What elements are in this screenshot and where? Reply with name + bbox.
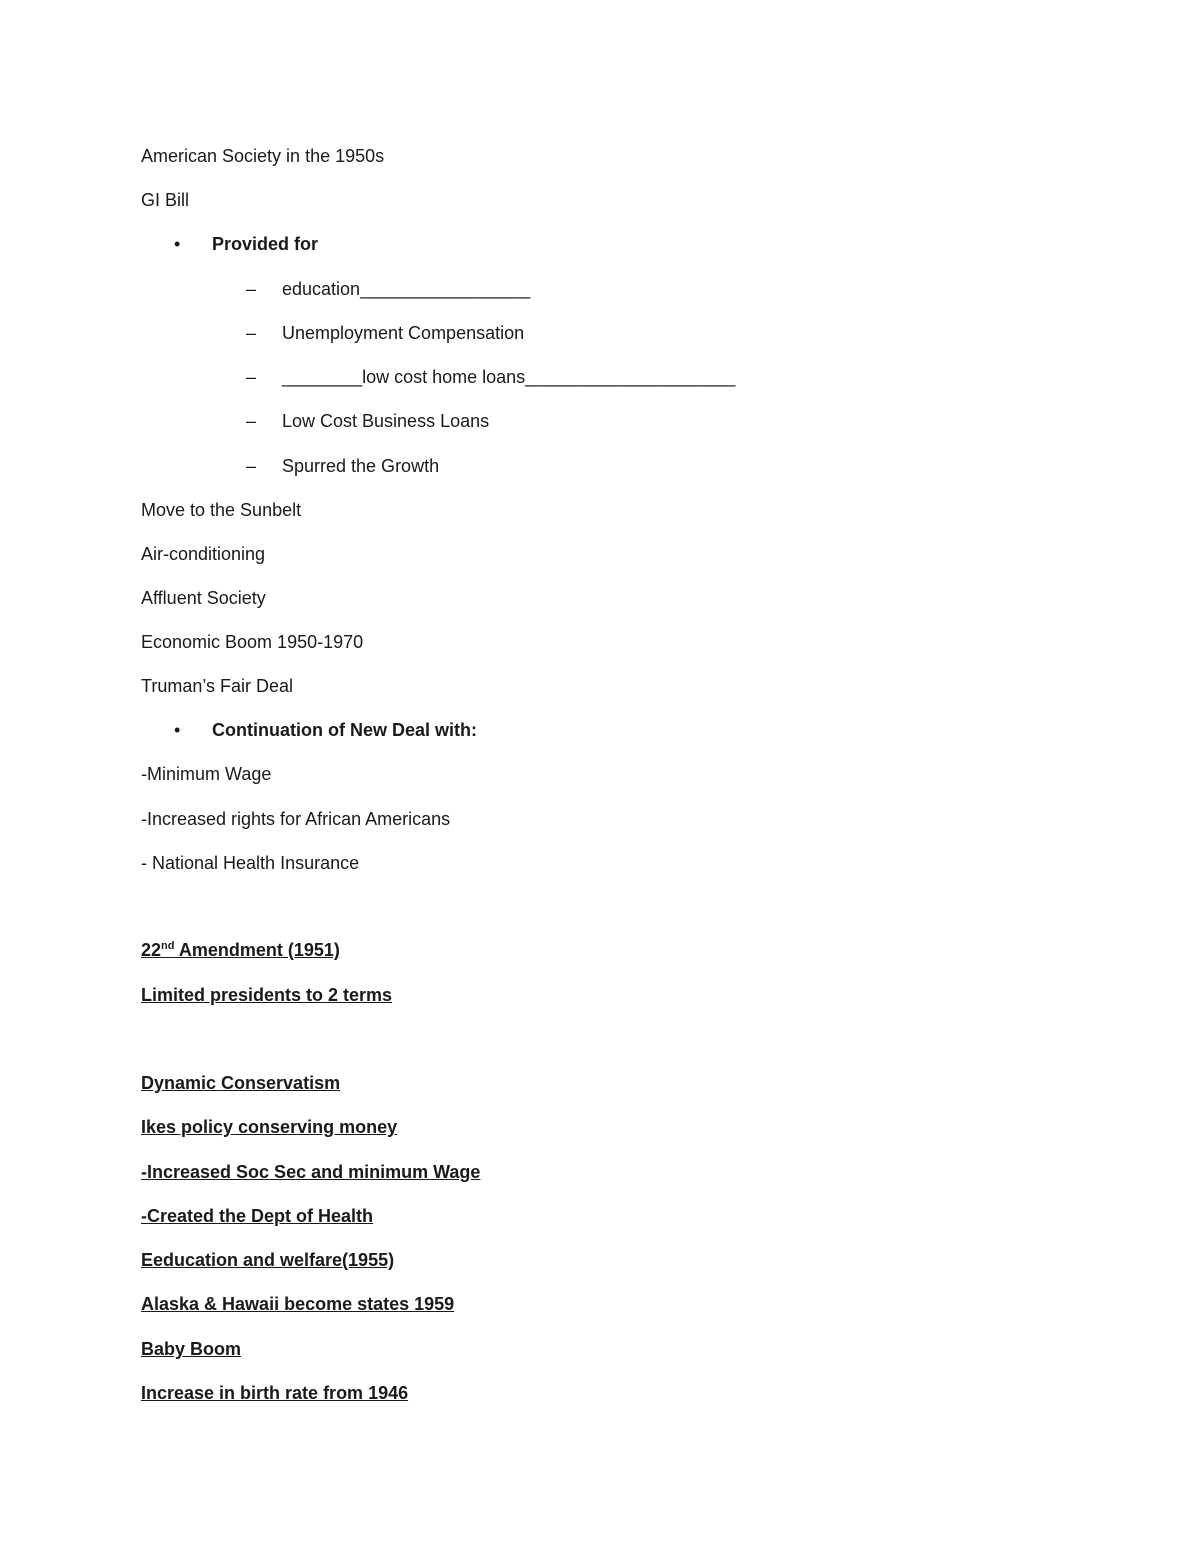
amendment-number: 22 [141,940,162,960]
birth-rate-line: Increase in birth rate from 1946 [141,1383,409,1403]
fair-deal-heading: Truman’s Fair Deal [141,676,294,696]
baby-boom-heading: Baby Boom [141,1339,242,1359]
dash-glyph: – [246,411,257,431]
gi-item-home-loans: ________low cost home loans_____________________ [282,367,736,387]
soc-sec-line: -Increased Soc Sec and minimum Wage [141,1162,481,1182]
dash-glyph: – [246,367,257,387]
gi-item-business-loans: Low Cost Business Loans [282,411,490,431]
dash-glyph: – [246,279,257,299]
air-conditioning-line: Air-conditioning [141,544,266,564]
amendment-ordinal: nd [161,940,175,952]
limited-terms-line: Limited presidents to 2 terms [141,985,393,1005]
alaska-hawaii-line: Alaska & Hawaii become states 1959 [141,1294,455,1314]
bullet-glyph: • [174,234,181,254]
fair-item-minimum-wage: -Minimum Wage [141,764,272,784]
dash-glyph: – [246,456,257,476]
fair-item-rights: -Increased rights for African Americans [141,809,451,829]
dynamic-conservatism-heading: Dynamic Conservatism [141,1073,341,1093]
ikes-policy-line: Ikes policy conserving money [141,1117,398,1137]
sunbelt-line: Move to the Sunbelt [141,500,302,520]
dept-health-line: -Created the Dept of Health [141,1206,374,1226]
education-welfare-line: Eeducation and welfare(1955) [141,1250,395,1270]
bullet-glyph: • [174,720,181,740]
gi-bill-heading: GI Bill [141,190,190,210]
economic-boom-line: Economic Boom 1950-1970 [141,632,364,652]
affluent-society-line: Affluent Society [141,588,266,608]
fair-item-health-insurance: - National Health Insurance [141,853,360,873]
doc-title: American Society in the 1950s [141,146,385,166]
continuation-label: Continuation of New Deal with: [212,720,477,740]
gi-item-growth: Spurred the Growth [282,456,440,476]
amendment-heading [141,939,340,961]
dash-glyph: – [246,323,257,343]
amendment-rest: Amendment (1951) [174,940,340,960]
gi-item-education: education_________________ [282,279,531,299]
provided-for-label: Provided for [212,234,319,254]
gi-item-unemployment: Unemployment Compensation [282,323,525,343]
